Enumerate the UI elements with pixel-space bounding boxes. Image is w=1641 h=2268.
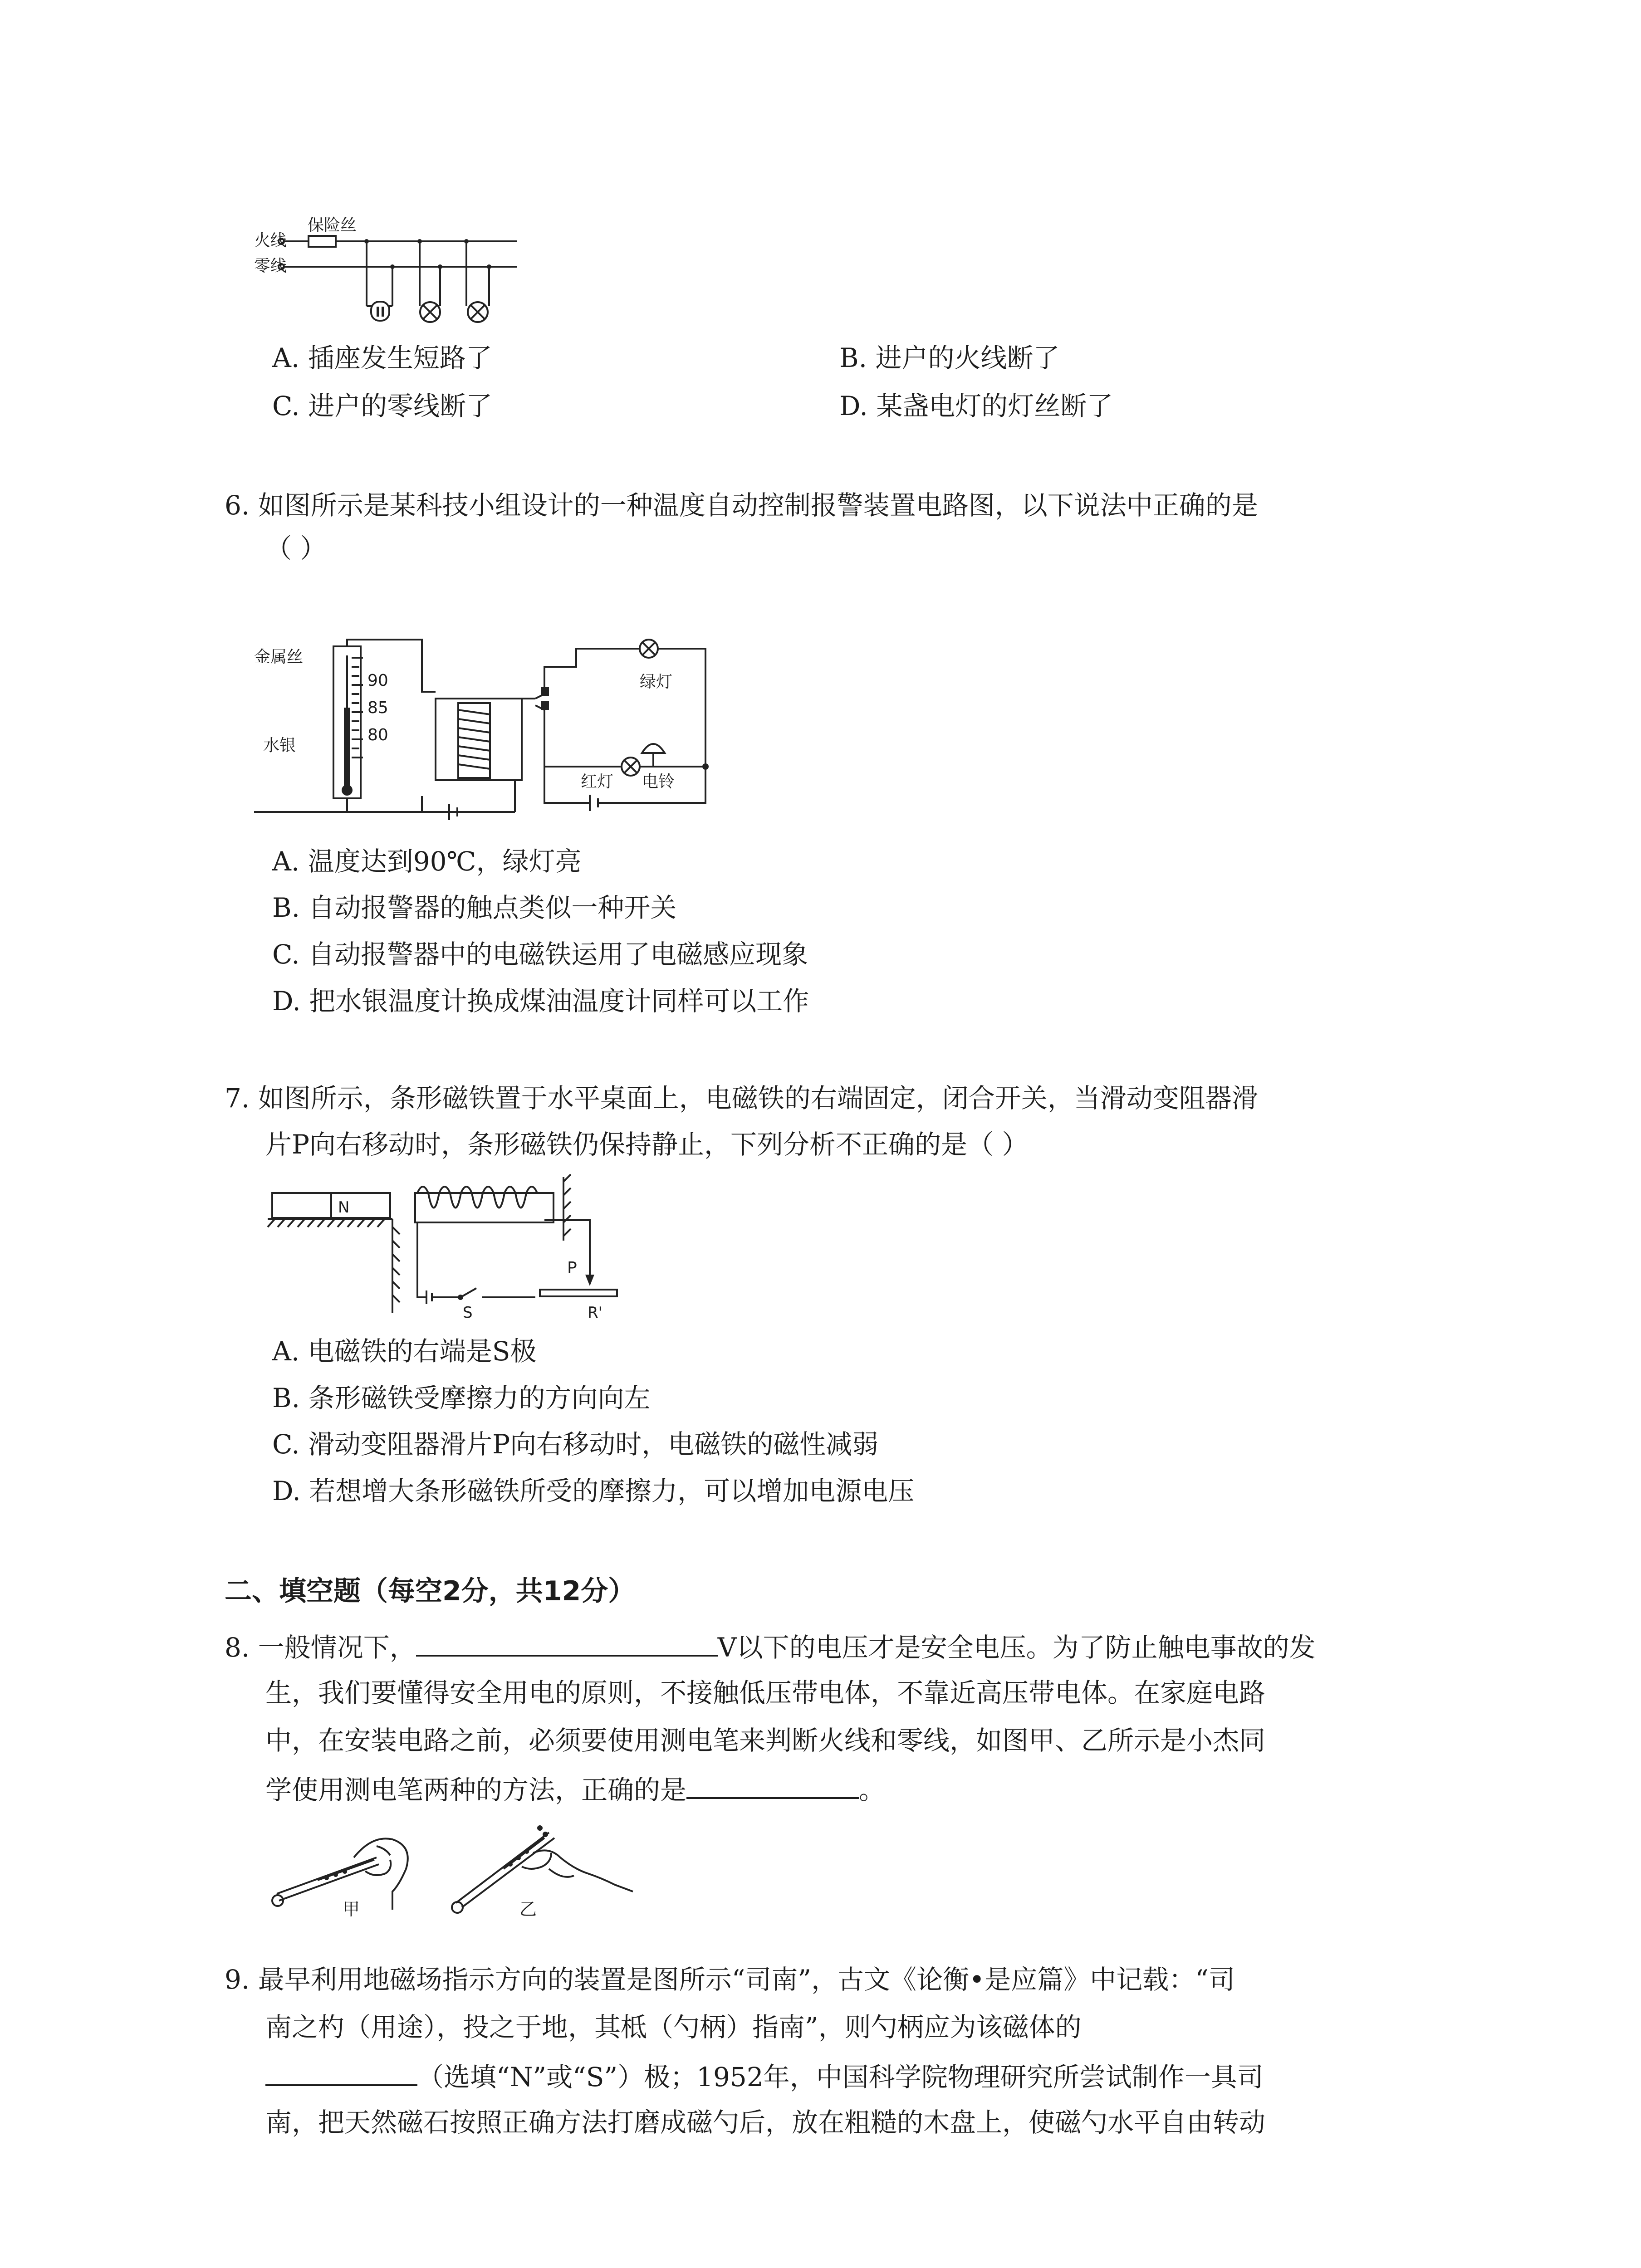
mercury-label: 水银 [263, 736, 296, 755]
q8-line4-post: 。 [859, 1774, 886, 1805]
alarm-circuit-figure [254, 631, 735, 835]
q5-option-d: D. 某盏电灯的灯丝断了 [839, 391, 1113, 421]
neutral-wire-label: 零线 [254, 257, 287, 275]
q5-option-c: C. 进户的零线断了 [272, 391, 493, 421]
q7-option-b: B. 条形磁铁受摩擦力的方向向左 [272, 1383, 651, 1413]
pen-jia-label: 甲 [343, 1899, 360, 1919]
electromagnet-figure [268, 1177, 640, 1331]
household-circuit-figure [254, 213, 535, 345]
q7-option-d: D. 若想增大条形磁铁所受的摩擦力，可以增加电源电压 [272, 1476, 915, 1506]
section-2-title: 二、填空题（每空2分，共12分） [225, 1575, 636, 1607]
pen-yi-label: 乙 [519, 1899, 537, 1919]
q8-blank-2[interactable] [686, 1774, 859, 1799]
q5-option-b: B. 进户的火线断了 [839, 342, 1060, 373]
q7-option-c: C. 滑动变阻器滑片P向右移动时，电磁铁的磁性减弱 [272, 1429, 879, 1460]
fuse-label: 保险丝 [308, 216, 357, 235]
q8-line2: 生，我们要懂得安全用电的原则，不接触低压带电体，不靠近高压带电体。在家庭电路 [265, 1677, 1266, 1708]
q8-line1-post: V以下的电压才是安全电压。为了防止触电事故的发 [717, 1632, 1316, 1663]
q9-line1: 9. 最早利用地磁场指示方向的装置是图所示“司南”，古文《论衡•是应篇》中记载：“司 [225, 1964, 1235, 1995]
scale-90-label: 90 [367, 671, 388, 690]
live-wire-label: 火线 [254, 231, 287, 250]
bell-label: 电铃 [642, 772, 675, 791]
q9-line4: 南，把天然磁石按照正确方法打磨成磁勺后，放在粗糙的木盘上，使磁勺水平自由转动 [265, 2107, 1266, 2138]
q6-option-d: D. 把水银温度计换成煤油温度计同样可以工作 [272, 986, 809, 1017]
slider-p-label: P [567, 1259, 577, 1277]
q6-option-b: B. 自动报警器的触点类似一种开关 [272, 892, 677, 923]
q6-stem-line2: （ ） [265, 533, 327, 564]
scale-80-label: 80 [367, 726, 388, 744]
q5-option-a: A. 插座发生短路了 [272, 342, 492, 373]
q8-line1 [225, 1632, 1316, 1661]
q6-stem-line1: 6. 如图所示是某科技小组设计的一种温度自动控制报警装置电路图，以下说法中正确的是 [225, 490, 1258, 521]
q9-line3 [265, 2062, 1264, 2090]
q7-stem-line1: 7. 如图所示，条形磁铁置于水平桌面上，电磁铁的右端固定，闭合开关，当滑动变阻器滑 [225, 1083, 1258, 1114]
scale-85-label: 85 [367, 699, 388, 717]
switch-s-label: S [463, 1304, 473, 1322]
q9-line2: 南之杓（用途），投之于地，其柢（勺柄）指南”，则勺柄应为该磁体的 [265, 2012, 1082, 2043]
test-pen-figure [268, 1814, 658, 1919]
q9-line3-post: （选填“N”或“S”）极；1952年，中国科学院物理研究所尝试制作一具司 [417, 2062, 1264, 2092]
q8-line4-pre: 学使用测电笔两种的方法，正确的是 [265, 1774, 687, 1805]
q8-line4 [265, 1774, 885, 1803]
q8-line3: 中，在安装电路之前，必须要使用测电笔来判断火线和零线，如图甲、乙所示是小杰同 [265, 1725, 1266, 1756]
q9-blank-1[interactable] [265, 2062, 417, 2086]
metal-wire-label: 金属丝 [254, 648, 304, 666]
q8-blank-1[interactable] [416, 1632, 718, 1657]
q6-option-a: A. 温度达到90℃，绿灯亮 [272, 846, 582, 877]
red-light-label: 红灯 [581, 772, 614, 791]
q6-option-c: C. 自动报警器中的电磁铁运用了电磁感应现象 [272, 939, 808, 970]
q7-stem-line2: 片P向右移动时，条形磁铁仍保持静止，下列分析不正确的是（ ） [265, 1129, 1029, 1160]
rheostat-label: R' [588, 1304, 603, 1322]
green-light-label: 绿灯 [640, 673, 673, 691]
n-pole-label: N [338, 1198, 350, 1217]
q7-option-a: A. 电磁铁的右端是S极 [272, 1336, 537, 1367]
q8-line1-pre: 8. 一般情况下， [225, 1632, 416, 1663]
